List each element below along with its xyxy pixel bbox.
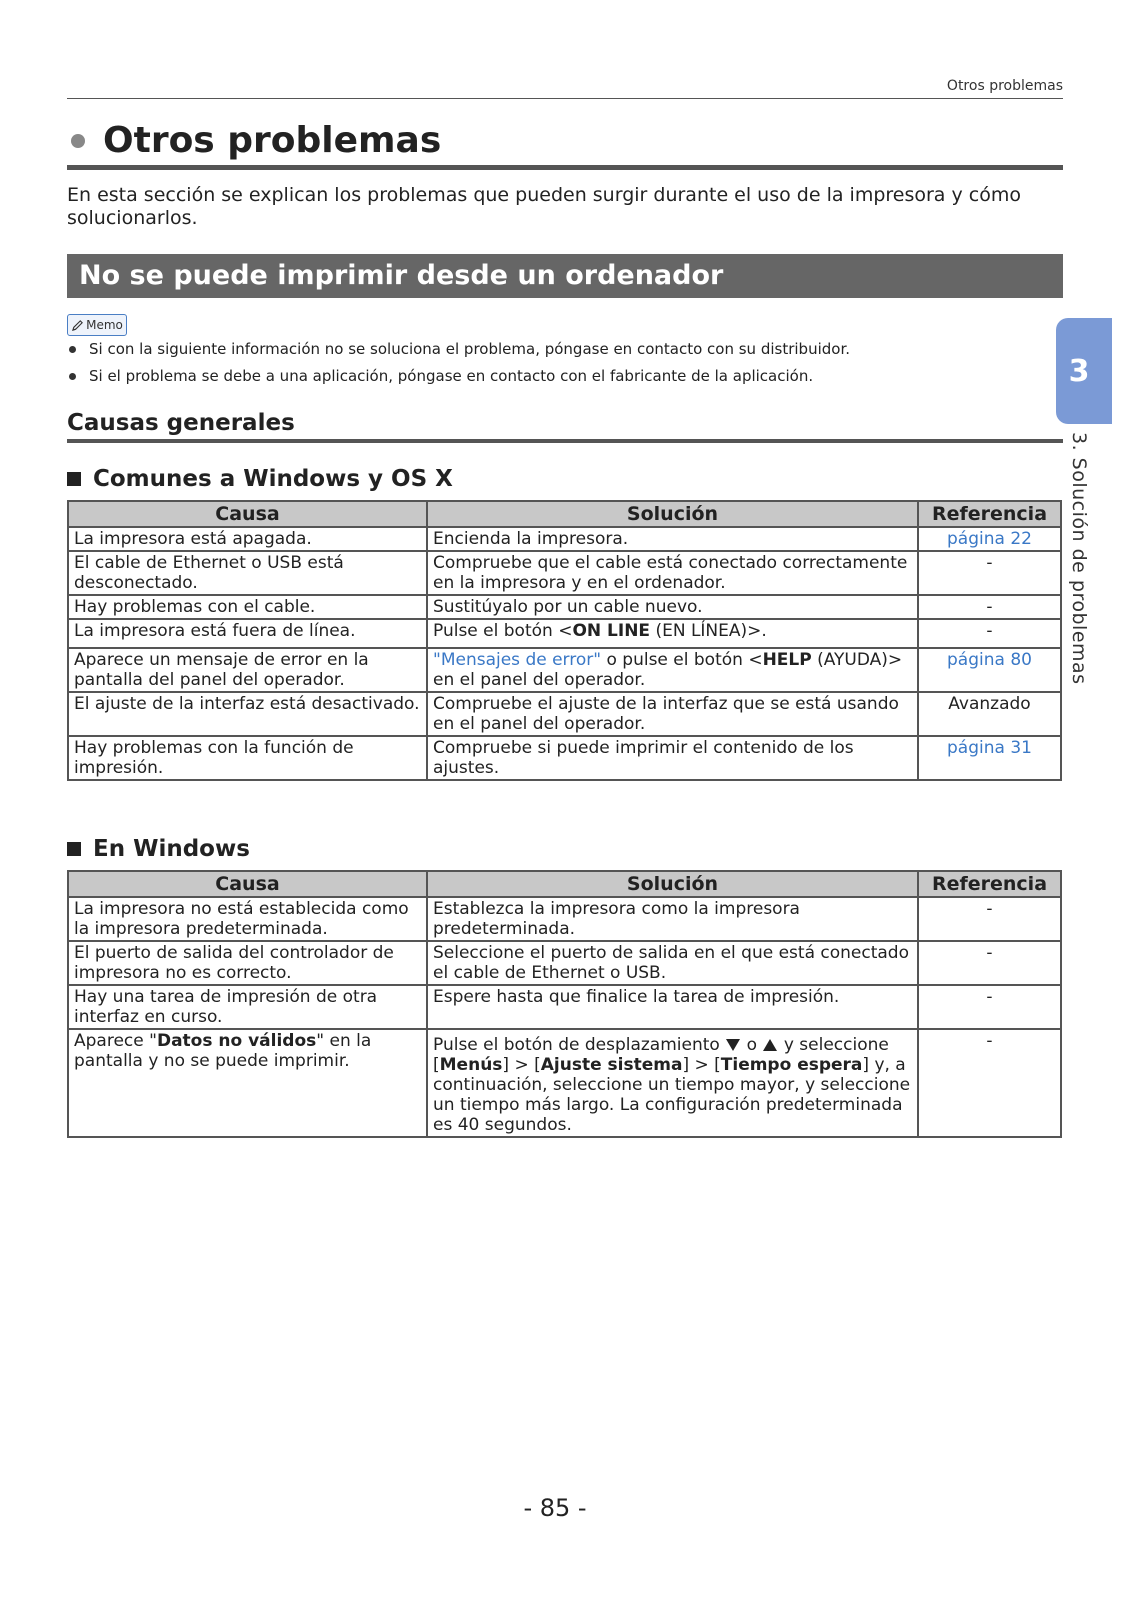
note-text: Si el problema se debe a una aplicación, póngase en contacto con el fabricante de la aplicación. [89, 367, 814, 385]
reference-cell: - [918, 985, 1061, 1029]
cause-text: " en la pantalla y no se puede imprimir. [74, 1031, 372, 1071]
chapter-tab-label: 3. Solución de problemas [1068, 432, 1090, 685]
cause-cell: La impresora está fuera de línea. [68, 619, 427, 648]
error-messages-link[interactable]: "Mensajes de error" [433, 650, 602, 670]
cause-cell: Hay problemas con el cable. [68, 595, 427, 619]
reference-cell: - [918, 941, 1061, 985]
solution-text: o pulse el botón < [601, 650, 763, 670]
header-reference: Referencia [918, 871, 1061, 897]
note-item [67, 365, 1063, 392]
reference-cell: - [918, 1029, 1061, 1137]
memo-label: Memo [86, 318, 123, 332]
bullet-icon [71, 134, 85, 148]
table-row [68, 941, 1061, 985]
cause-text: Aparece " [74, 1031, 157, 1051]
down-arrow-icon [725, 1038, 741, 1052]
reference-cell [918, 736, 1061, 780]
solution-cell: Sustitúyalo por un cable nuevo. [427, 595, 918, 619]
note-text: Si con la siguiente información no se soluciona el problema, póngase en contacto con su distribuidor. [89, 340, 851, 358]
cause-cell: La impresora está apagada. [68, 527, 427, 551]
square-bullet-icon [67, 842, 81, 856]
reference-cell [918, 527, 1061, 551]
header-cause: Causa [68, 871, 427, 897]
message-text: Datos no válidos [156, 1031, 317, 1051]
table-row [68, 985, 1061, 1029]
reference-link[interactable]: página 22 [947, 529, 1032, 549]
solution-text: Pulse el botón de desplazamiento [433, 1035, 726, 1055]
section-title: No se puede imprimir desde un ordenador [67, 254, 1063, 298]
menu-name: Menús [439, 1055, 503, 1075]
pencil-icon [71, 319, 84, 332]
table-row [68, 897, 1061, 941]
cause-cell: El ajuste de la interfaz está desactivado. [68, 692, 427, 736]
solution-cell [427, 1029, 918, 1137]
reference-cell: - [918, 619, 1061, 648]
solution-cell: Espere hasta que finalice la tarea de impresión. [427, 985, 918, 1029]
solution-text: ] > [ [682, 1055, 721, 1075]
table2-heading [67, 836, 250, 862]
table-row [68, 527, 1061, 551]
cause-cell: El cable de Ethernet o USB está desconectado. [68, 551, 427, 595]
menu-name: Tiempo espera [720, 1055, 863, 1075]
table-row [68, 648, 1061, 692]
cause-cell: Hay una tarea de impresión de otra interfaz en curso. [68, 985, 427, 1029]
square-bullet-icon [67, 472, 81, 486]
solution-cell: Compruebe el ajuste de la interfaz que se está usando en el panel del operador. [427, 692, 918, 736]
solution-cell: Compruebe si puede imprimir el contenido de los ajustes. [427, 736, 918, 780]
table1-heading [67, 466, 453, 492]
header-cause: Causa [68, 501, 427, 527]
reference-cell: Avanzado [918, 692, 1061, 736]
cause-cell [68, 1029, 427, 1137]
running-header: Otros problemas [67, 78, 1063, 99]
chapter-tab[interactable]: 3 [1056, 318, 1112, 424]
subsection-title: Causas generales [67, 410, 1063, 443]
solution-cell [427, 619, 918, 648]
header-reference: Referencia [918, 501, 1061, 527]
solution-cell: Seleccione el puerto de salida en el que está conectado el cable de Ethernet o USB. [427, 941, 918, 985]
solution-text: ] y, a continuación, seleccione un tiempo mayor, y seleccione un tiempo más largo. La configuración predeterminada es 40 segundos. [433, 1055, 911, 1135]
header-solution: Solución [427, 501, 918, 527]
button-name: HELP [762, 650, 812, 670]
solution-text: y seleccione [ [433, 1035, 889, 1075]
bullet-icon [69, 346, 76, 353]
table-windows [67, 870, 1062, 1138]
memo-notes [67, 338, 1063, 392]
table-row [68, 551, 1061, 595]
cause-cell: La impresora no está establecida como la impresora predeterminada. [68, 897, 427, 941]
reference-cell: - [918, 595, 1061, 619]
table1-title: Comunes a Windows y OS X [93, 466, 453, 492]
reference-cell: - [918, 551, 1061, 595]
reference-cell: - [918, 897, 1061, 941]
menu-name: Ajuste sistema [540, 1055, 683, 1075]
header-solution: Solución [427, 871, 918, 897]
note-item [67, 338, 1063, 365]
solution-cell [427, 648, 918, 692]
reference-link[interactable]: página 31 [947, 738, 1032, 758]
table-row [68, 595, 1061, 619]
solution-cell: Establezca la impresora como la impresora predeterminada. [427, 897, 918, 941]
table2-title: En Windows [93, 836, 250, 862]
cause-cell: Aparece un mensaje de error en la pantalla del panel del operador. [68, 648, 427, 692]
up-arrow-icon [762, 1038, 778, 1052]
bullet-icon [69, 373, 76, 380]
solution-text: (EN LÍNEA)>. [650, 621, 767, 641]
chapter-title-text: Otros problemas [103, 120, 442, 161]
table-row [68, 692, 1061, 736]
chapter-title [67, 120, 1063, 170]
table-header-row [68, 871, 1061, 897]
button-name: ON LINE [572, 621, 651, 641]
page-number: - 85 - [523, 1494, 587, 1522]
memo-badge [67, 314, 127, 336]
solution-text: o [741, 1035, 763, 1055]
solution-text: ] > [ [502, 1055, 541, 1075]
cause-cell: Hay problemas con la función de impresión. [68, 736, 427, 780]
reference-link[interactable]: página 80 [947, 650, 1032, 670]
cause-cell: El puerto de salida del controlador de impresora no es correcto. [68, 941, 427, 985]
table-row [68, 1029, 1061, 1137]
solution-cell: Compruebe que el cable está conectado correctamente en la impresora y en el ordenador. [427, 551, 918, 595]
intro-text: En esta sección se explican los problemas que pueden surgir durante el uso de la impresora y cómo solucionarlos. [67, 184, 1021, 229]
reference-cell [918, 648, 1061, 692]
solution-text: Pulse el botón < [433, 621, 573, 641]
table-common [67, 500, 1062, 781]
table-row [68, 736, 1061, 780]
solution-cell: Encienda la impresora. [427, 527, 918, 551]
table-row [68, 619, 1061, 648]
table-header-row [68, 501, 1061, 527]
solution-text: (AYUDA)> en el panel del operador. [433, 650, 903, 690]
